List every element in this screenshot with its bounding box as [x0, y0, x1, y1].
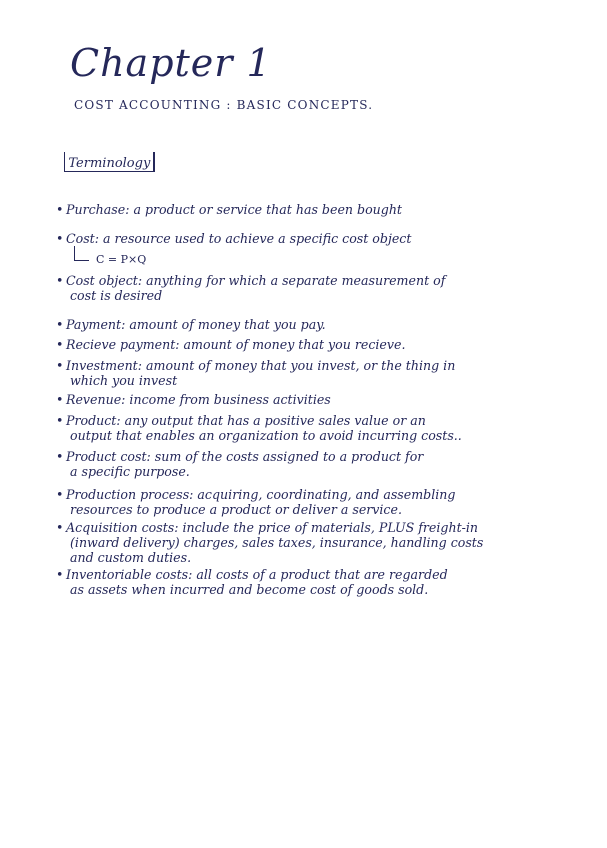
list-item-investment: [56, 358, 455, 388]
section-bar-right: [153, 152, 154, 172]
list-item-recieve-payment: [56, 337, 405, 352]
cost-formula: C = P×Q: [96, 253, 147, 266]
list-item-cost: [56, 231, 411, 246]
item-text: Payment: amount of money that you pay.: [66, 317, 326, 332]
item-text: Product: any output that has a positive sales value or an: [66, 413, 426, 428]
bullet-icon: •: [56, 487, 64, 502]
bullet-icon: •: [56, 273, 64, 288]
list-item-product-cost: [56, 449, 423, 479]
arrow-icon: [74, 246, 89, 261]
item-text: Inventoriable costs: all costs of a product that are regarded: [66, 567, 448, 582]
bullet-icon: •: [56, 392, 64, 407]
item-text: Revenue: income from business activities: [66, 392, 331, 407]
list-item-purchase: [56, 202, 402, 217]
chapter-subtitle: COST ACCOUNTING : BASIC CONCEPTS.: [74, 98, 374, 112]
item-text: Acquisition costs: include the price of materials, PLUS freight-in: [66, 520, 479, 535]
item-text: Investment: amount of money that you invest, or the thing in: [66, 358, 456, 373]
item-text-continued: (inward delivery) charges, sales taxes, insurance, handling costs: [70, 535, 484, 550]
bullet-icon: •: [56, 358, 64, 373]
bullet-icon: •: [56, 520, 64, 535]
list-item-revenue: [56, 392, 331, 407]
list-item-cost-object: [56, 273, 445, 303]
bullet-icon: •: [56, 337, 64, 352]
item-text: Cost: a resource used to achieve a specific cost object: [66, 231, 412, 246]
item-text-continued: a specific purpose.: [70, 464, 190, 479]
item-text: Recieve payment: amount of money that you recieve.: [66, 337, 406, 352]
chapter-title: Chapter 1: [70, 41, 272, 85]
item-text-continued: resources to produce a product or deliver a service.: [70, 502, 402, 517]
item-text-continued: cost is desired: [70, 288, 163, 303]
bullet-icon: •: [56, 567, 64, 582]
item-text-continued: which you invest: [70, 373, 178, 388]
item-text: Purchase: a product or service that has been bought: [66, 202, 402, 217]
bullet-icon: •: [56, 231, 64, 246]
item-text-continued: output that enables an organization to avoid incurring costs..: [70, 428, 462, 443]
list-item-inventoriable-costs: [56, 567, 448, 597]
item-text-continued: as assets when incurred and become cost of goods sold.: [70, 582, 429, 597]
bullet-icon: •: [56, 449, 64, 464]
list-item-acquisition-costs: [56, 520, 483, 565]
bullet-icon: •: [56, 413, 64, 428]
item-text: Product cost: sum of the costs assigned to a product for: [66, 449, 424, 464]
list-item-payment: [56, 317, 326, 332]
list-item-production-process: [56, 487, 455, 517]
item-text: Cost object: anything for which a separate measurement of: [66, 273, 446, 288]
bullet-icon: •: [56, 202, 64, 217]
bullet-icon: •: [56, 317, 64, 332]
item-text-continued: and custom duties.: [70, 550, 192, 565]
list-item-product: [56, 413, 462, 443]
section-title: Terminology: [65, 156, 153, 172]
item-text: Production process: acquiring, coordinating, and assembling: [66, 487, 456, 502]
section-heading: [64, 152, 155, 172]
